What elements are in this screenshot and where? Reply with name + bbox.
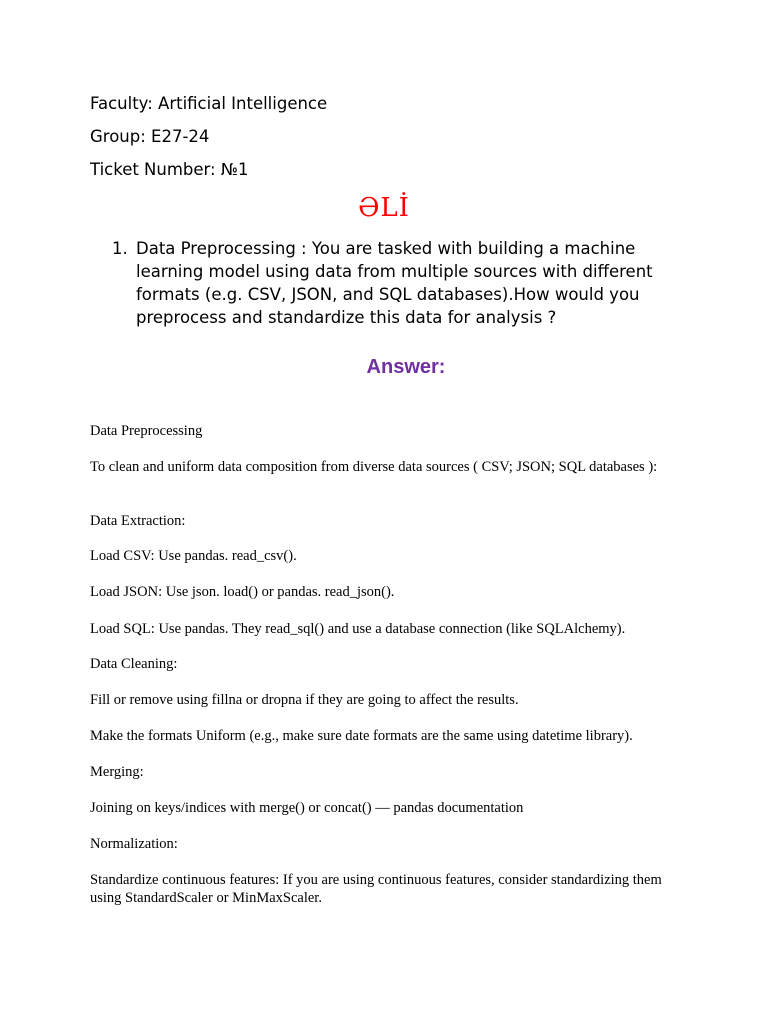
load-json-item: Load JSON: Use json. load() or pandas. read_json(). <box>90 584 395 600</box>
load-sql-item: Load SQL: Use pandas. They read_sql() and use a database connection (like SQLAlchemy). <box>90 621 626 637</box>
section-title-merging: Merging: <box>90 764 144 780</box>
intro-paragraph: To clean and uniform data composition from diverse data sources ( CSV; JSON; SQL databases ): <box>90 459 658 475</box>
question-number: 1. <box>112 239 128 258</box>
load-csv-item: Load CSV: Use pandas. read_csv(). <box>90 548 297 564</box>
section-title-data-cleaning: Data Cleaning: <box>90 656 178 672</box>
section-title-normalization: Normalization: <box>90 836 178 852</box>
question-item <box>112 237 692 329</box>
question-text: Data Preprocessing : You are tasked with building a machine learning model using data from multiple sources with different formats (e.g. CSV, JSON, and SQL databases).How would you preprocess and standardize this data for analysis ? <box>136 239 653 327</box>
section-title-data-extraction: Data Extraction: <box>90 513 186 529</box>
answer-heading: Answer: <box>366 356 446 378</box>
ticket-line: Ticket Number: №1 <box>90 160 249 179</box>
student-name: ƏLİ <box>358 193 410 223</box>
joining-item: Joining on keys/indices with merge() or concat() — pandas documentation <box>90 800 524 816</box>
group-line: Group: E27-24 <box>90 127 210 146</box>
fill-remove-item: Fill or remove using fillna or dropna if they are going to affect the results. <box>90 692 519 708</box>
faculty-line: Faculty: Artificial Intelligence <box>90 94 328 113</box>
uniform-formats-item: Make the formats Uniform (e.g., make sure date formats are the same using datetime library). <box>90 728 633 744</box>
section-title-data-preprocessing: Data Preprocessing <box>90 423 203 439</box>
standardize-item: Standardize continuous features: If you are using continuous features, consider standardizing them using StandardScaler or MinMaxScaler. <box>90 872 662 906</box>
